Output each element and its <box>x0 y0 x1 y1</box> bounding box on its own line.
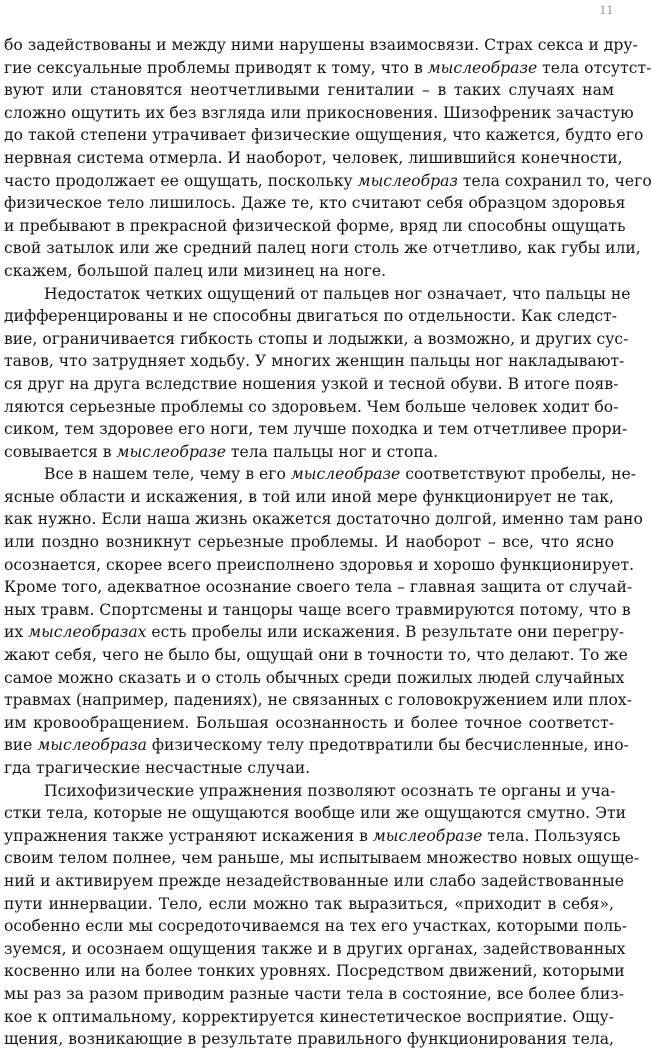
text-segment: их <box>4 623 29 642</box>
text-line <box>4 847 640 870</box>
text-segment: Психофизические упражнения позволяют осознать те органы и уча- <box>44 781 616 800</box>
text-segment: соответствуют пробелы, не- <box>400 465 636 484</box>
text-segment: тавов, что затрудняет ходьбу. У многих женщин пальцы ног накладывают- <box>4 352 625 371</box>
text-segment: им кровообращением. Большая осознанность и более точное соответст- <box>4 713 614 732</box>
text-segment: Все в нашем теле, чему в его <box>44 465 291 484</box>
text-line <box>4 215 626 238</box>
text-line <box>4 870 624 893</box>
text-segment: жают себя, чего не было бы, ощущай они в точности то, что делают. То же <box>4 646 628 665</box>
text-line <box>4 170 652 193</box>
page-number: 11 <box>599 2 614 17</box>
text-segment: кое к оптимальному, корректируется кинестетическое восприятие. Ощу- <box>4 1007 614 1026</box>
text-segment: травмах (например, падениях), не связанных с головокружением или плох- <box>4 691 632 710</box>
italic-term: мыслеобраз <box>357 171 458 190</box>
text-segment: ных травм. Спортсмены и танцоры чаще всего травмируются потому, что в <box>4 600 631 619</box>
text-segment: осознается, скорее всего преисполнено здоровья и хорошо функционирует. <box>4 555 635 574</box>
text-segment: тела отсутст- <box>537 58 652 77</box>
text-line <box>4 328 629 351</box>
text-segment: гда трагические несчастные случаи. <box>4 759 311 777</box>
text-segment: мы раз за разом приводим разные части тела в состояние, все более близ- <box>4 984 625 1003</box>
text-segment: и пребывают в прекрасной физической форме, вряд ли способны ощущать <box>4 216 626 235</box>
text-line <box>4 667 625 690</box>
text-segment: сиком, тем здоровее его ноги, тем лучше походка и тем отчетливее прори- <box>4 420 628 439</box>
text-line <box>4 57 652 80</box>
text-segment: стки тела, которые не ощущаются вообще или же ощущаются смутно. Эти <box>4 804 627 823</box>
text-line <box>4 531 614 554</box>
text-line <box>4 260 614 283</box>
italic-term: мыслеобраза <box>37 736 147 755</box>
text-segment: особенно если мы сосредоточиваемся на тех его участках, которыми поль- <box>4 917 628 936</box>
text-line <box>4 893 614 916</box>
text-column <box>4 34 652 1051</box>
text-line <box>4 1028 614 1051</box>
text-segment: или поздно возникнут серьезные проблемы. И наоборот – все, что ясно <box>4 533 614 552</box>
text-segment: свой затылок или же средний палец ноги столь же отчетливо, как губы или, <box>4 239 641 258</box>
text-segment: вие, ограничивается гибкость стопы и лодыжки, а возможно, и других сус- <box>4 329 629 348</box>
text-segment: сложно ощутить их без взгляда или прикосновения. Шизофреник зачастую <box>4 103 634 122</box>
text-line <box>4 689 632 712</box>
text-line <box>4 373 619 396</box>
text-line <box>4 237 641 260</box>
italic-term: мыслеобразах <box>28 623 147 642</box>
text-line <box>4 915 628 938</box>
italic-term: мыслеобразе <box>116 442 226 461</box>
text-segment: есть пробелы или искажения. В результате они перегру- <box>146 623 625 642</box>
text-segment: физическому телу предотвратили бы бесчисленные, ино- <box>146 736 629 755</box>
text-line <box>4 644 628 667</box>
text-line <box>4 463 636 486</box>
text-line <box>4 486 614 509</box>
text-line <box>4 124 644 147</box>
text-line <box>4 192 626 215</box>
text-segment: нервная система отмерла. И наоборот, человек, лишившийся конечности, <box>4 148 623 167</box>
text-line <box>4 350 625 373</box>
italic-term: мыслеобразе <box>427 58 538 77</box>
text-line <box>4 621 625 644</box>
text-line <box>4 305 618 328</box>
italic-term: мыслеобразе <box>290 465 401 484</box>
text-segment: ясные области и искажения, в той или иной мере функционирует не так, <box>4 487 614 506</box>
text-line <box>4 780 614 803</box>
text-segment: гие сексуальные проблемы приводят к тому, что в <box>4 58 428 77</box>
text-line <box>4 554 635 577</box>
text-segment: тела. Пользуясь <box>482 826 621 845</box>
text-segment: пути иннервации. Тело, если можно так выразиться, «приходит в себя», <box>4 894 614 913</box>
text-segment: совывается в <box>4 442 117 461</box>
text-segment: упражнения также устраняют искажения в <box>4 826 373 845</box>
text-segment: Недостаток четких ощущений от пальцев ног означает, что пальцы не <box>44 284 631 303</box>
text-line <box>4 441 614 464</box>
text-segment: ляются серьезные проблемы со здоровьем. Чем больше человек ходит бо- <box>4 397 619 416</box>
text-segment: косвенно или на более тонких уровнях. Посредством движений, которыми <box>4 962 625 981</box>
text-line <box>4 79 614 102</box>
text-line <box>4 34 638 57</box>
text-line <box>4 599 631 622</box>
text-line <box>4 960 625 983</box>
text-segment: ний и активируем прежде незадействованные или слабо задействованные <box>4 871 624 890</box>
text-segment: зуемся, и осознаем ощущения также и в других органах, задействованных <box>4 939 626 958</box>
text-line <box>4 938 626 961</box>
text-segment: часто продолжает ее ощущать, поскольку <box>4 171 358 190</box>
text-segment: до такой степени утрачивает физические ощущения, что кажется, будто его <box>4 126 644 145</box>
text-line <box>4 802 627 825</box>
text-line <box>4 396 619 419</box>
text-segment: тела пальцы ног и стопа. <box>225 442 439 461</box>
text-segment: дифференцированы и не способны двигаться по отдельности. Как следст- <box>4 307 618 326</box>
text-segment: физическое тело лишилось. Даже те, кто считают себя образцом здоровья <box>4 194 626 213</box>
text-segment: самое можно сказать и о столь обычных среди пожилых людей случайных <box>4 668 625 687</box>
text-segment: щения, возникающие в результате правильного функционирования тела, <box>4 1030 614 1049</box>
text-segment: вие <box>4 736 38 755</box>
italic-term: мыслеобразе <box>372 826 483 845</box>
text-segment: бо задействованы и между ними нарушены взаимосвязи. Страх секса и дру- <box>4 36 638 54</box>
text-segment: скажем, большой палец или мизинец на ноге. <box>4 261 387 280</box>
text-line <box>4 576 633 599</box>
text-line <box>4 1006 614 1029</box>
text-line <box>4 283 631 306</box>
text-segment: Кроме того, адекватное осознание своего тела – главная защита от случай- <box>4 578 633 597</box>
text-segment: тела сохранил то, чего <box>457 171 652 190</box>
text-line <box>4 508 643 531</box>
text-line <box>4 757 614 780</box>
text-segment: вуют или становятся неотчетливыми гениталии – в таких случаях нам <box>4 81 614 100</box>
text-segment: своим телом полнее, чем раньше, мы испытываем множество новых ощуще- <box>4 849 640 868</box>
text-segment: ся друг на друга вследствие ношения узкой и тесной обуви. В итоге появ- <box>4 374 619 393</box>
text-line <box>4 734 629 757</box>
text-line <box>4 983 625 1006</box>
text-line <box>4 712 614 735</box>
text-line <box>4 418 628 441</box>
text-line <box>4 147 623 170</box>
text-line <box>4 825 621 848</box>
text-segment: как нужно. Если наша жизнь окажется достаточно долгой, именно там рано <box>4 510 643 529</box>
text-line <box>4 102 634 125</box>
